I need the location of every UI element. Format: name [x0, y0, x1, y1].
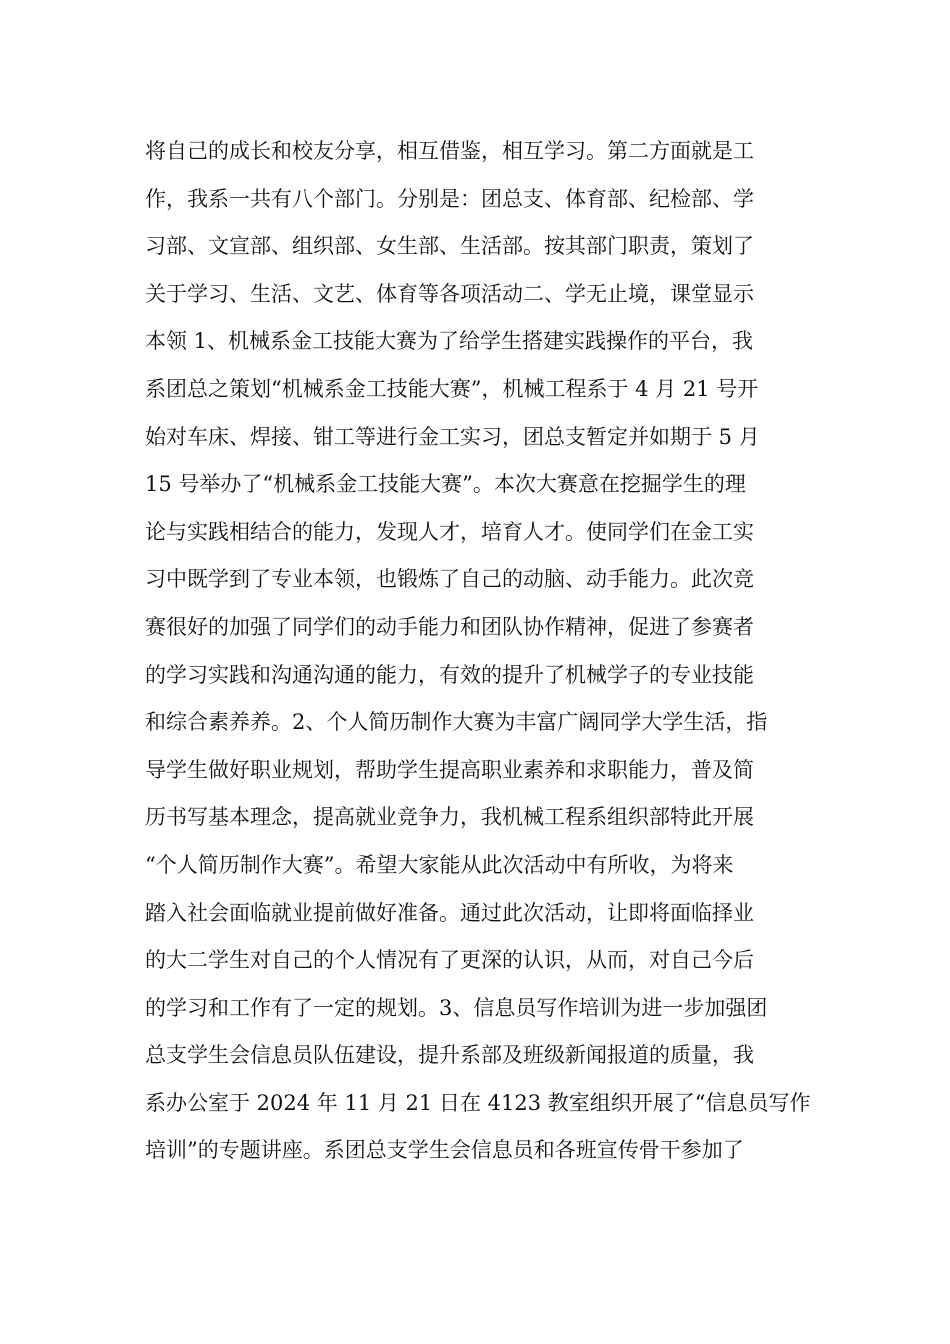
text-line: 总支学生会信息员队伍建设，提升系部及班级新闻报道的质量，我 [145, 1043, 754, 1068]
text-line: 培训”的专题讲座。系团总支学生会信息员和各班宣传骨干参加了 [145, 1138, 744, 1163]
text-line: 导学生做好职业规划，帮助学生提高职业素养和求职能力，普及简 [145, 757, 754, 782]
text-line: 习部、文宣部、组织部、女生部、生活部。按其部门职责，策划了 [145, 234, 754, 259]
text-line: 踏入社会面临就业提前做好准备。通过此次活动，让即将面临择业 [145, 900, 754, 925]
text-line: 和综合素养养。2、个人简历制作大赛为丰富广阔同学大学生活，指 [145, 710, 768, 735]
text-line: 历书写基本理念，提高就业竞争力，我机械工程系组织部特此开展 [145, 805, 754, 830]
text-line: 作，我系一共有八个部门。分别是：团总支、体育部、纪检部、学 [145, 186, 754, 211]
text-line: 的大二学生对自己的个人情况有了更深的认识，从而，对自己今后 [145, 948, 754, 973]
text-line: 的学习和工作有了一定的规划。3、信息员写作培训为进一步加强团 [145, 995, 768, 1020]
text-line: 将自己的成长和校友分享，相互借鉴，相互学习。第二方面就是工 [145, 139, 754, 163]
text-line: 本领 1、机械系金工技能大赛为了给学生搭建实践操作的平台，我 [145, 329, 754, 354]
text-line: 系团总之策划“机械系金工技能大赛”，机械工程系于 4 月 21 号开 [145, 376, 759, 401]
text-line: 系办公室于 2024 年 11 月 21 日在 4123 教室组织开展了“信息员写作 [145, 1090, 811, 1115]
text-line: “个人简历制作大赛”。希望大家能从此次活动中有所收，为将来 [145, 852, 734, 877]
text-line: 习中既学到了专业本领，也锻炼了自己的动脑、动手能力。此次竞 [145, 567, 754, 592]
text-line: 15 号举办了“机械系金工技能大赛”。本次大赛意在挖掘学生的理 [145, 472, 746, 497]
text-line: 论与实践相结合的能力，发现人才，培育人才。使同学们在金工实 [145, 519, 754, 544]
text-line: 始对车床、焊接、钳工等进行金工实习，团总支暂定并如期于 5 月 [145, 424, 760, 449]
text-line: 关于学习、生活、文艺、体育等各项活动二、学无止境，课堂显示 [145, 281, 754, 306]
text-line: 的学习实践和沟通沟通的能力，有效的提升了机械学子的专业技能 [145, 662, 754, 687]
text-line: 赛很好的加强了同学们的动手能力和团队协作精神，促进了参赛者 [145, 614, 754, 639]
body-text [145, 128, 815, 1175]
